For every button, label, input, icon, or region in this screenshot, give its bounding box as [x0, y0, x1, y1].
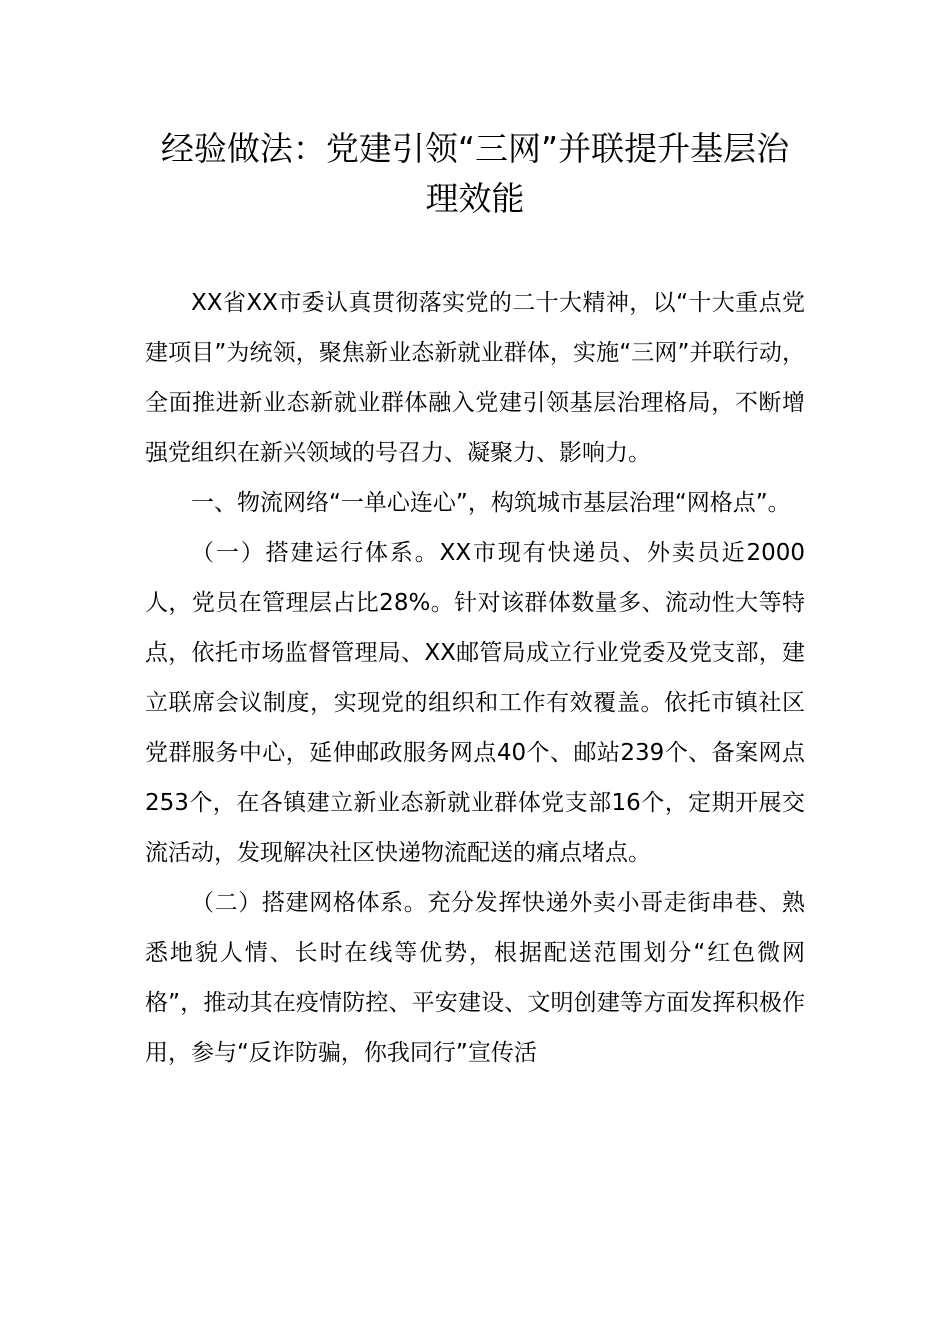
document-body: [145, 278, 805, 1078]
paragraph-subsection-2: （二）搭建网格体系。充分发挥快递外卖小哥走街串巷、熟悉地貌人情、长时在线等优势，根据配送范围划分“红色微网格”，推动其在疫情防控、平安建设、文明创建等方面发挥积极作用，参与“反诈防骗，你我同行”宣传活: [145, 890, 805, 1066]
paragraph-intro: XX省XX市委认真贯彻落实党的二十大精神，以“十大重点党建项目”为统领，聚焦新业态新就业群体，实施“三网”并联行动，全面推进新业态新就业群体融入党建引领基层治理格局，不断增强党组织在新兴领域的号召力、凝聚力、影响力。: [145, 290, 805, 466]
paragraph-subsection-1: （一）搭建运行体系。XX市现有快递员、外卖员近2000人，党员在管理层占比28%。针对该群体数量多、流动性大等特点，依托市场监督管理局、XX邮管局成立行业党委及党支部，建立联席会议制度，实现党的组织和工作有效覆盖。依托市镇社区党群服务中心，延伸邮政服务网点40个、邮站239个、备案网点253个，在各镇建立新业态新就业群体党支部16个，定期开展交流活动，发现解决社区快递物流配送的痛点堵点。: [145, 540, 805, 866]
document-title: 经验做法：党建引领“三网”并联提升基层治理效能: [160, 129, 790, 218]
paragraph-section-1-heading: 一、物流网络“一单心连心”，构筑城市基层治理“网格点”。: [191, 490, 791, 516]
